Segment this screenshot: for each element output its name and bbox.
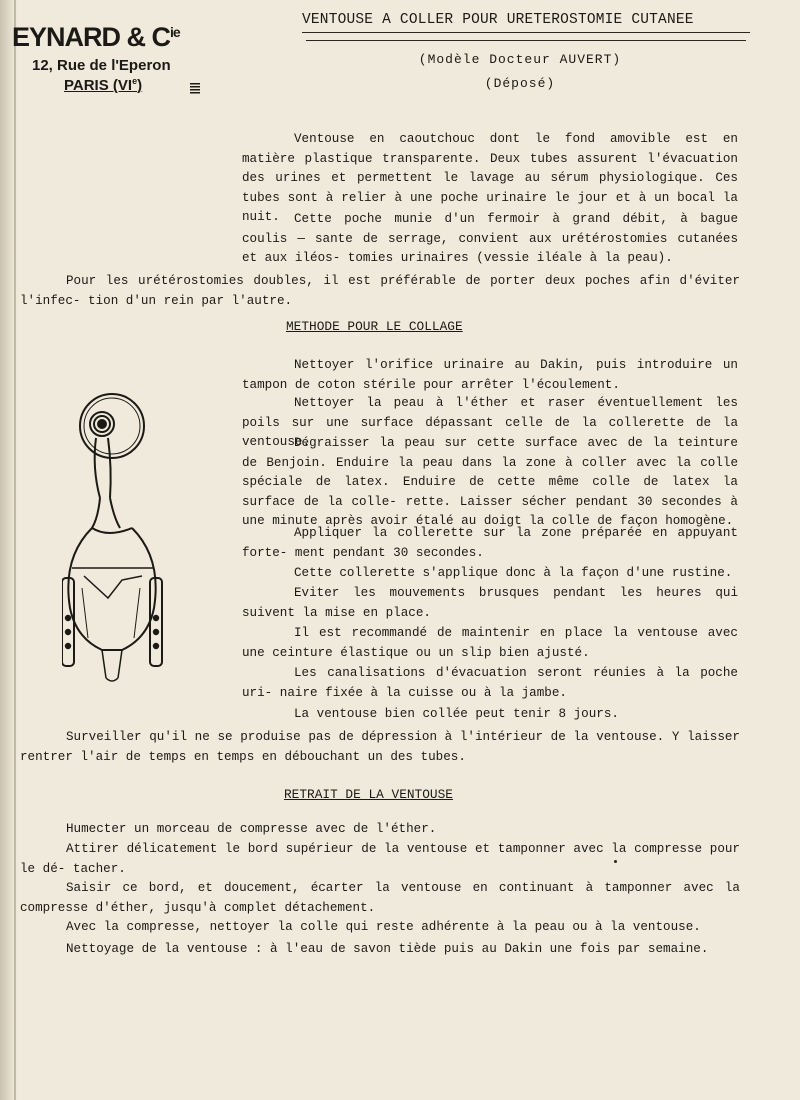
letterhead xyxy=(12,22,202,94)
company-address: 12, Rue de l'Eperon xyxy=(32,57,171,74)
removal-heading: RETRAIT DE LA VENTOUSE xyxy=(284,787,453,802)
method-heading: METHODE POUR LE COLLAGE xyxy=(286,319,463,334)
company-text: EYNARD & C xyxy=(12,22,171,52)
intro-paragraph-1: Ventouse en caoutchouc dont le fond amovible est en matière plastique transparente. Deux tubes assurent l'évacuation des urines et permettent le lavage au sérum physiologique. Ces tubes sont à relier à une poche urinaire le jour et à un bocal la nuit. xyxy=(242,132,738,225)
monitor-note: Surveiller qu'il ne se produise pas de dépression à l'intérieur de la ventouse. Y laisser rentrer l'air de temps en temps en débouchant un des tubes. xyxy=(20,730,740,764)
method-step-9: La ventouse bien collée peut tenir 8 jours. xyxy=(294,707,619,721)
removal-step-2: Attirer délicatement le bord supérieur de la ventouse et tamponner avec la compresse pour le dé- tacher. xyxy=(20,842,740,876)
document-title: VENTOUSE A COLLER POUR URETEROSTOMIE CUTANEE xyxy=(302,12,750,33)
model-subtitle: (Modèle Docteur AUVERT) xyxy=(418,52,622,67)
method-step-6: Eviter les mouvements brusques pendant les heures qui suivent la mise en place. xyxy=(242,586,738,620)
suction-cup-device-drawing xyxy=(62,388,164,688)
method-step-7: Il est recommandé de maintenir en place la ventouse avec une ceinture élastique ou un slip bien ajusté. xyxy=(242,626,738,660)
ink-dot xyxy=(614,860,617,863)
intro-paragraph-2: Cette poche munie d'un fermoir à grand débit, à bague coulis — sante de serrage, convient aux urétérostomies cutanées et aux iléos- tomies urinaires (vessie iléale à la peau). xyxy=(242,212,738,266)
removal-step-4: Avec la compresse, nettoyer la colle qui reste adhérente à la peau ou à la ventouse. xyxy=(66,920,701,934)
company-superscript: ie xyxy=(170,24,180,40)
double-ostomy-note: Pour les urétérostomies doubles, il est préférable de porter deux poches afin d'éviter l'infec- tion d'un rein par l'autre. xyxy=(20,274,740,308)
city-superscript: e xyxy=(132,76,138,86)
method-step-4: Appliquer la collerette sur la zone préparée en appuyant forte- ment pendant 30 secondes. xyxy=(242,526,738,560)
method-step-5: Cette collerette s'applique donc à la façon d'une rustine. xyxy=(294,566,733,580)
letterhead-mark xyxy=(190,82,200,94)
method-step-1: Nettoyer l'orifice urinaire au Dakin, puis introduire un tampon de coton stérile pour arrêter l'écoulement. xyxy=(242,358,738,392)
removal-step-1: Humecter un morceau de compresse avec de l'éther. xyxy=(66,822,437,836)
binding-line xyxy=(14,0,16,1100)
method-step-8: Les canalisations d'évacuation seront réunies à la poche uri- naire fixée à la cuisse ou à la jambe. xyxy=(242,666,738,700)
removal-step-3: Saisir ce bord, et doucement, écarter la ventouse en continuant à tamponner avec la compresse d'éther, jusqu'à complet détachement. xyxy=(20,881,740,915)
removal-step-5: Nettoyage de la ventouse : à l'eau de savon tiède puis au Dakin une fois par semaine. xyxy=(66,942,709,956)
title-rule xyxy=(306,40,746,41)
method-step-2: Nettoyer la peau à l'éther et raser éventuellement les poils sur une surface dépassant celle de la collerette de la ventouse. xyxy=(242,396,738,450)
city-close: ) xyxy=(137,77,143,94)
city-text: PARIS (VI xyxy=(64,77,133,94)
company-city xyxy=(12,76,202,94)
device-illustration-icon xyxy=(62,388,164,688)
registered-subtitle: (Déposé) xyxy=(484,76,556,91)
method-step-3: Dégraisser la peau sur cette surface avec de la teinture de Benjoin. Enduire la peau dans la zone à coller avec la colle spéciale de latex. Enduire de cette même colle de latex la surface de la colle- rette. Laisser sécher pendant 30 secondes à une minute après avoir étalé au doigt la colle de façon homogène. xyxy=(242,436,738,529)
company-name xyxy=(12,22,202,53)
